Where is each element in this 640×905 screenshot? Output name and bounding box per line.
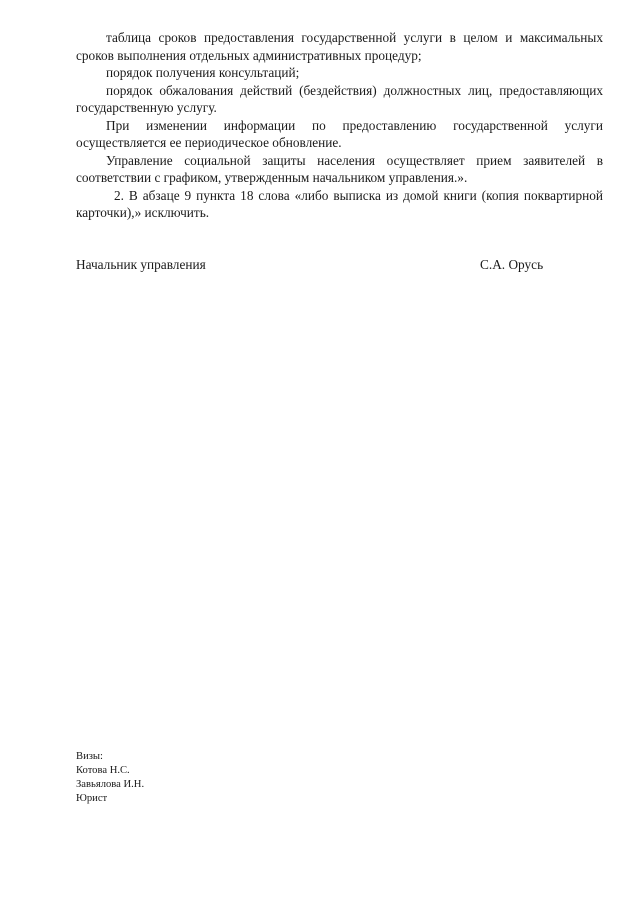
paragraph-reception-schedule: Управление социальной защиты населения осуществляет прием заявителей в соответствии с графиком, утвержденным начальником управления.». bbox=[76, 152, 603, 185]
signature-block bbox=[76, 257, 603, 277]
visa-name: Завьялова И.Н. bbox=[76, 779, 145, 790]
visa-name: Котова Н.С. bbox=[76, 765, 130, 776]
paragraph-consultation-order: порядок получения консультаций; bbox=[106, 65, 300, 80]
paragraph-appeal-order: порядок обжалования действий (бездействия) должностных лиц, предоставляющих государственную услугу. bbox=[76, 82, 603, 115]
visas-heading: Визы: bbox=[76, 751, 103, 762]
visa-name: Юрист bbox=[76, 793, 108, 804]
paragraph-information-update: При изменении информации по предоставлению государственной услуги осуществляется ее периодическое обновление. bbox=[76, 117, 603, 150]
signature-name: С.А. Орусь bbox=[480, 257, 544, 272]
signature-title: Начальник управления bbox=[76, 257, 206, 272]
paragraph-schedule-table: таблица сроков предоставления государственной услуги в целом и максимальных сроков выполнения отдельных административных процедур; bbox=[76, 30, 603, 63]
visas-block bbox=[76, 750, 144, 806]
document-body bbox=[76, 29, 603, 222]
paragraph-point-2: 2. В абзаце 9 пункта 18 слова «либо выписка из домой книги (копия поквартирной карточки),» исключить. bbox=[76, 187, 603, 220]
